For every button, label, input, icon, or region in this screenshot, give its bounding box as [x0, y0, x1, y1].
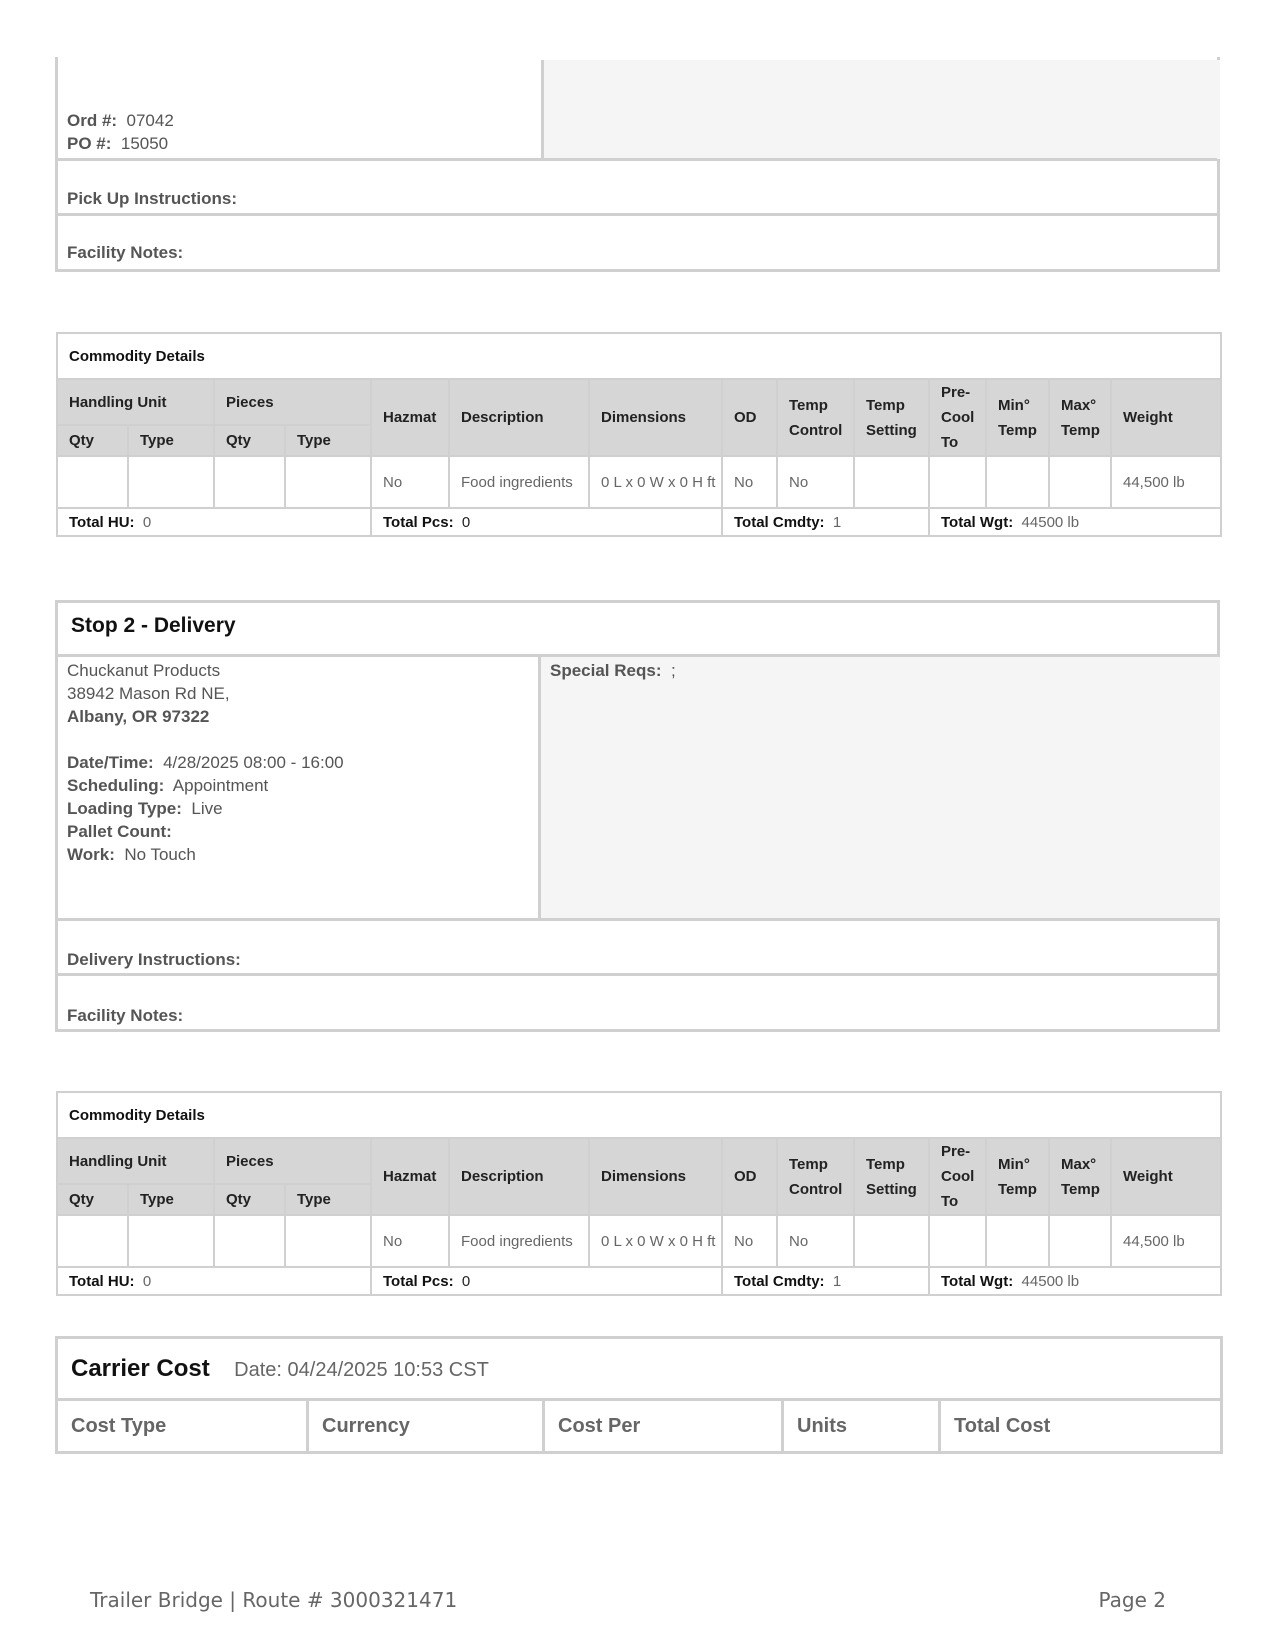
header-hazmat: Hazmat: [371, 379, 449, 456]
header-temp-setting: Temp Setting: [854, 1138, 929, 1215]
total-pcs-label: Total Pcs:: [383, 513, 454, 531]
total-hu-value: 0: [142, 513, 152, 531]
cell-weight: 44,500 lb: [1111, 1215, 1221, 1267]
cell-max-temp: [1049, 456, 1111, 508]
column-cost-type: Cost Type: [57, 1400, 308, 1453]
total-pcs: [371, 1267, 722, 1295]
total-hu-label: Total HU:: [69, 513, 135, 531]
total-pcs-value: 0: [461, 1272, 471, 1290]
special-reqs-value: ;: [670, 661, 676, 680]
header-pcs-qty: Qty: [214, 425, 285, 456]
header-min-temp: Min° Temp: [986, 379, 1049, 456]
header-description: Description: [449, 379, 589, 456]
cell-hazmat: No: [371, 1215, 449, 1267]
stop2-divider-2: [58, 973, 1217, 976]
cell-min-temp: [986, 456, 1049, 508]
consignee-name: Chuckanut Products: [67, 661, 221, 680]
cell-temp-control: No: [777, 456, 854, 508]
cell-description: Food ingredients: [449, 1215, 589, 1267]
header-hu-qty: Qty: [57, 425, 128, 456]
stop2-facility-notes-label: Facility Notes:: [67, 1006, 184, 1025]
total-cmdty-value: 1: [832, 1272, 842, 1290]
stop1-divider-2: [58, 213, 1217, 216]
cell-pcs-qty: [214, 456, 285, 508]
stop1-right-panel: [541, 60, 1220, 159]
total-cmdty-label: Total Cmdty:: [734, 1272, 825, 1290]
delivery-instructions-label: Delivery Instructions:: [67, 950, 241, 969]
header-pieces: Pieces: [214, 1138, 371, 1184]
cell-description: Food ingredients: [449, 456, 589, 508]
header-weight: Weight: [1111, 1138, 1221, 1215]
loading-type-line: [67, 797, 344, 820]
header-pcs-type: Type: [285, 1184, 371, 1215]
total-hu: [57, 1267, 371, 1295]
special-reqs-panel: [538, 657, 1220, 918]
header-hu-type: Type: [128, 1184, 214, 1215]
total-cmdty-value: 1: [832, 513, 842, 531]
header-od: OD: [722, 1138, 777, 1215]
commodity-table-1: [56, 332, 1222, 537]
stop2-address-block: [67, 659, 344, 866]
pickup-instructions-label: Pick Up Instructions:: [67, 189, 238, 208]
work-label: Work:: [67, 845, 115, 864]
total-pcs-label: Total Pcs:: [383, 1272, 454, 1290]
commodity-table-2: [56, 1091, 1222, 1296]
stop1-facility-notes-label: Facility Notes:: [67, 243, 184, 262]
order-number-line: [67, 109, 174, 132]
datetime-value: 4/28/2025 08:00 - 16:00: [163, 753, 344, 772]
header-handling-unit: Handling Unit: [57, 1138, 214, 1184]
total-cmdty: [722, 508, 929, 536]
total-pcs-value: 0: [461, 513, 471, 531]
column-total-cost: Total Cost: [940, 1400, 1222, 1453]
header-pcs-type: Type: [285, 425, 371, 456]
carrier-cost-date: Date: 04/24/2025 10:53 CST: [234, 1358, 489, 1381]
cell-weight: 44,500 lb: [1111, 456, 1221, 508]
header-dimensions: Dimensions: [589, 379, 722, 456]
cell-hu-type: [128, 1215, 214, 1267]
total-hu-label: Total HU:: [69, 1272, 135, 1290]
loading-type-label: Loading Type:: [67, 799, 182, 818]
total-wgt-value: 44500 lb: [1021, 513, 1080, 531]
carrier-cost-title: Carrier Cost: [71, 1354, 210, 1382]
header-description: Description: [449, 1138, 589, 1215]
header-max-temp: Max° Temp: [1049, 379, 1111, 456]
header-hu-type: Type: [128, 425, 214, 456]
total-wgt-label: Total Wgt:: [941, 513, 1014, 531]
commodity-title: Commodity Details: [57, 333, 1221, 379]
header-weight: Weight: [1111, 379, 1221, 456]
datetime-line: [67, 751, 344, 774]
commodity-title: Commodity Details: [57, 1092, 1221, 1138]
loading-type-value: Live: [191, 799, 223, 818]
column-units: Units: [783, 1400, 940, 1453]
cell-pre-cool-to: [929, 1215, 986, 1267]
cell-hu-qty: [57, 1215, 128, 1267]
po-number-label: PO #:: [67, 134, 112, 153]
cell-temp-setting: [854, 1215, 929, 1267]
header-max-temp: Max° Temp: [1049, 1138, 1111, 1215]
stop1-divider-1: [58, 158, 1217, 161]
cell-dimensions: 0 L x 0 W x 0 H ft: [589, 1215, 722, 1267]
po-number-line: [67, 132, 168, 155]
work-value: No Touch: [124, 845, 196, 864]
header-temp-control: Temp Control: [777, 1138, 854, 1215]
cell-temp-setting: [854, 456, 929, 508]
cell-od: No: [722, 1215, 777, 1267]
stop2-title: Stop 2 - Delivery: [71, 614, 236, 637]
pallet-count-line: [67, 820, 344, 843]
header-od: OD: [722, 379, 777, 456]
header-pieces: Pieces: [214, 379, 371, 425]
cell-pcs-type: [285, 456, 371, 508]
total-cmdty-label: Total Cmdty:: [734, 513, 825, 531]
po-number-value: 15050: [120, 134, 169, 153]
header-pcs-qty: Qty: [214, 1184, 285, 1215]
stop2-divider-1: [58, 918, 1217, 921]
cell-min-temp: [986, 1215, 1049, 1267]
total-hu: [57, 508, 371, 536]
column-cost-per: Cost Per: [544, 1400, 783, 1453]
consignee-city-state-zip: Albany, OR 97322: [67, 707, 210, 726]
cell-od: No: [722, 456, 777, 508]
consignee-address: 38942 Mason Rd NE,: [67, 684, 230, 703]
header-hazmat: Hazmat: [371, 1138, 449, 1215]
total-wgt: [929, 508, 1221, 536]
cell-temp-control: No: [777, 1215, 854, 1267]
footer-page-number: Page 2: [1098, 1588, 1166, 1612]
header-temp-control: Temp Control: [777, 379, 854, 456]
cell-hu-type: [128, 456, 214, 508]
total-wgt-value: 44500 lb: [1021, 1272, 1080, 1290]
header-min-temp: Min° Temp: [986, 1138, 1049, 1215]
order-number-label: Ord #:: [67, 111, 118, 130]
carrier-cost-table: [55, 1336, 1223, 1454]
cell-dimensions: 0 L x 0 W x 0 H ft: [589, 456, 722, 508]
total-cmdty: [722, 1267, 929, 1295]
cell-hazmat: No: [371, 456, 449, 508]
header-pre-cool-to: Pre-Cool To: [929, 1138, 986, 1215]
datetime-label: Date/Time:: [67, 753, 154, 772]
carrier-cost-header: [57, 1338, 1222, 1400]
scheduling-label: Scheduling:: [67, 776, 165, 795]
scheduling-line: [67, 774, 344, 797]
cell-hu-qty: [57, 456, 128, 508]
total-wgt-label: Total Wgt:: [941, 1272, 1014, 1290]
cell-max-temp: [1049, 1215, 1111, 1267]
total-wgt: [929, 1267, 1221, 1295]
header-dimensions: Dimensions: [589, 1138, 722, 1215]
cell-pcs-qty: [214, 1215, 285, 1267]
special-reqs-line: [550, 659, 676, 682]
pallet-count-label: Pallet Count:: [67, 822, 172, 841]
special-reqs-label: Special Reqs:: [550, 661, 662, 680]
work-line: [67, 843, 344, 866]
cell-pcs-type: [285, 1215, 371, 1267]
header-temp-setting: Temp Setting: [854, 379, 929, 456]
total-hu-value: 0: [142, 1272, 152, 1290]
column-currency: Currency: [308, 1400, 544, 1453]
header-pre-cool-to: Pre-Cool To: [929, 379, 986, 456]
total-pcs: [371, 508, 722, 536]
cell-pre-cool-to: [929, 456, 986, 508]
header-handling-unit: Handling Unit: [57, 379, 214, 425]
scheduling-value: Appointment: [172, 776, 269, 795]
header-hu-qty: Qty: [57, 1184, 128, 1215]
order-number-value: 07042: [126, 111, 174, 130]
footer-route: Trailer Bridge | Route # 3000321471: [90, 1588, 458, 1612]
